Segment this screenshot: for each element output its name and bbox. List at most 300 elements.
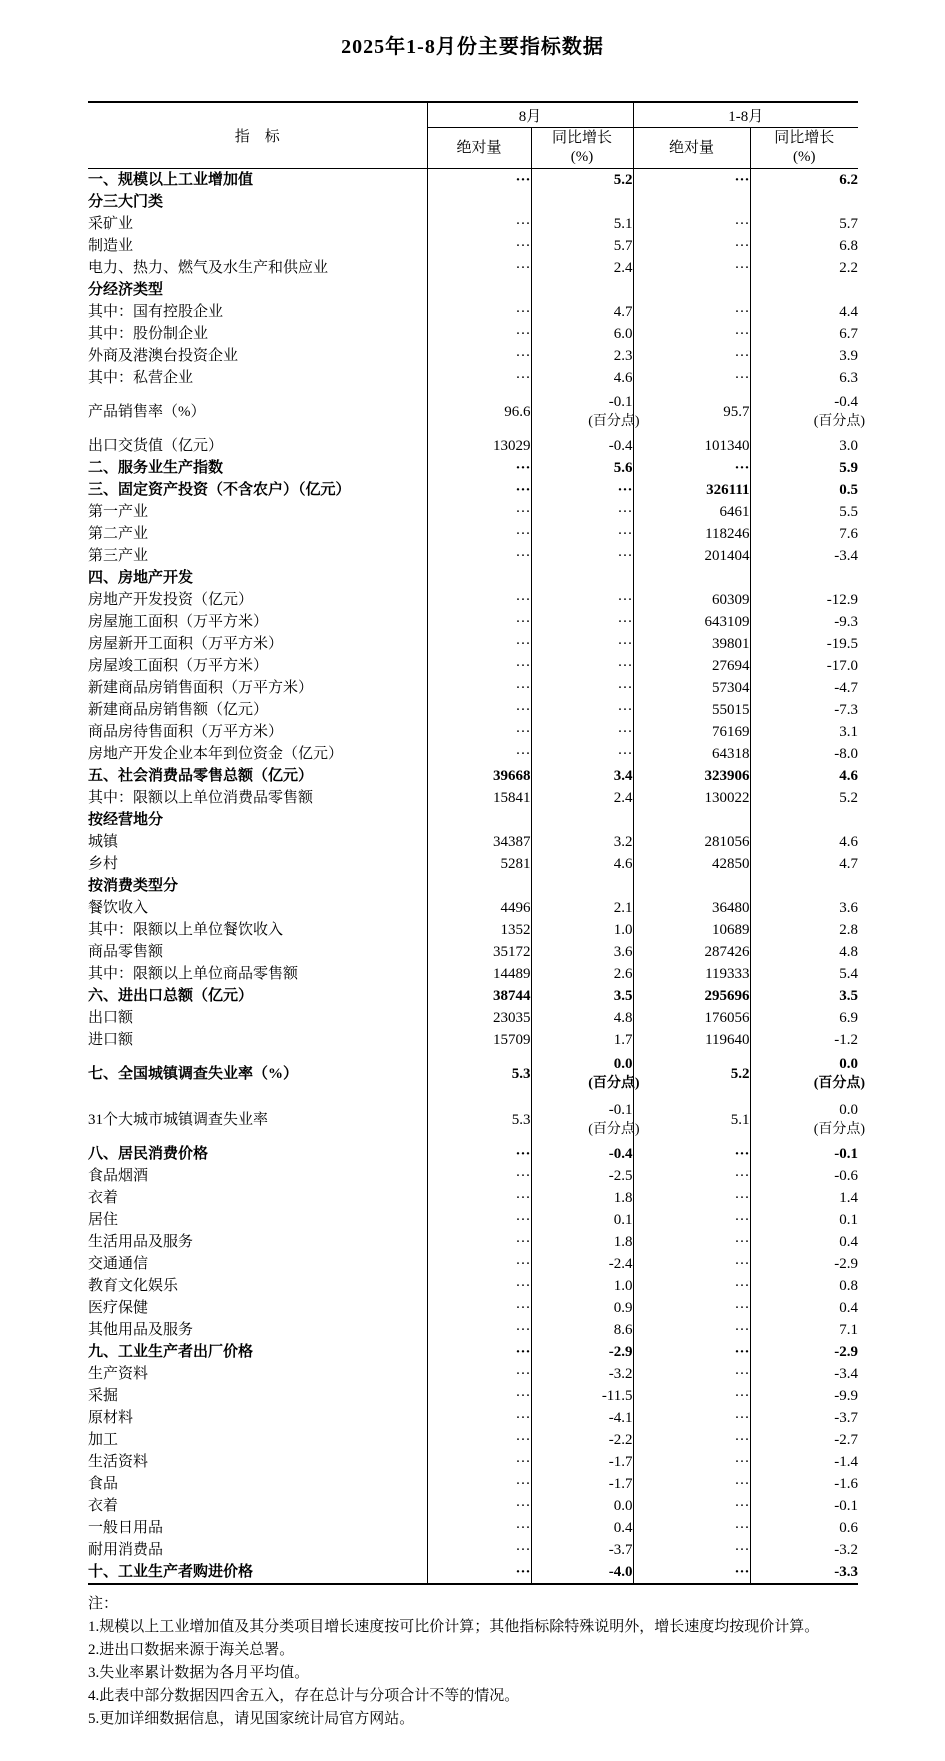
notes-section xyxy=(88,1593,908,1731)
table-row xyxy=(88,1539,858,1561)
col-header-indicator: 指 标 xyxy=(88,102,427,169)
value-cell: 5.2 xyxy=(633,1051,750,1097)
value-cell: ··· xyxy=(633,1495,750,1517)
value-cell: ··· xyxy=(633,1187,750,1209)
unit-note: (百分点) xyxy=(813,1076,866,1091)
value-cell: ··· xyxy=(427,545,531,567)
value-cell: 60309 xyxy=(633,589,750,611)
value-cell: 5.2 xyxy=(839,790,859,806)
notes-label: 注： xyxy=(88,1596,119,1612)
value-cell: ··· xyxy=(427,1363,531,1385)
indicator-label: 生活资料 xyxy=(88,1451,427,1473)
value-cell: -3.4 xyxy=(834,548,859,564)
value-cell: 5.3 xyxy=(427,1051,531,1097)
value-cell: -3.3 xyxy=(834,1564,859,1580)
indicator-label: 商品房待售面积（万平方米） xyxy=(88,721,427,743)
value-cell xyxy=(531,875,633,897)
value-cell: 176056 xyxy=(633,1007,750,1029)
table-row xyxy=(88,1143,858,1165)
value-cell: 6.9 xyxy=(839,1010,859,1026)
value-cell: 6.3 xyxy=(839,370,859,386)
value-cell: 0.4 xyxy=(839,1300,859,1316)
indicator-label: 二、服务业生产指数 xyxy=(88,457,427,479)
value-cell: 0.1 xyxy=(531,1209,633,1231)
table-row xyxy=(88,1051,858,1097)
value-cell: -9.9 xyxy=(834,1388,859,1404)
table-row xyxy=(88,633,858,655)
value-cell: ··· xyxy=(427,1165,531,1187)
indicator-label: 衣着 xyxy=(88,1187,427,1209)
value-cell: 4496 xyxy=(427,897,531,919)
value-cell: ··· xyxy=(427,1473,531,1495)
value-cell: 3.5 xyxy=(531,985,633,1007)
indicator-label: 七、全国城镇调查失业率（%） xyxy=(88,1051,427,1097)
value-cell: ··· xyxy=(633,1451,750,1473)
value-cell: 5.1 xyxy=(633,1097,750,1143)
indicator-label: 耐用消费品 xyxy=(88,1539,427,1561)
table-row xyxy=(88,985,858,1007)
value-cell: 7.6 xyxy=(839,526,859,542)
table-row xyxy=(88,1165,858,1187)
table-row xyxy=(88,1561,858,1584)
value-cell: 0.9 xyxy=(531,1297,633,1319)
value-cell: 6.7 xyxy=(839,326,859,342)
value-cell: ··· xyxy=(427,1495,531,1517)
value-cell: ··· xyxy=(427,1341,531,1363)
value-cell xyxy=(633,567,750,589)
value-cell: 0.1 xyxy=(839,1212,859,1228)
value-cell: ··· xyxy=(427,699,531,721)
value-text: -0.1 xyxy=(608,394,633,410)
value-cell: ··· xyxy=(427,213,531,235)
value-cell: 4.6 xyxy=(531,853,633,875)
value-cell: 5.7 xyxy=(839,216,859,232)
value-cell: 3.5 xyxy=(839,988,859,1004)
indicator-label: 新建商品房销售额（亿元） xyxy=(88,699,427,721)
table-row xyxy=(88,897,858,919)
value-cell: ··· xyxy=(531,523,633,545)
indicator-label: 分经济类型 xyxy=(88,279,427,301)
value-cell: -4.1 xyxy=(531,1407,633,1429)
value-cell: ··· xyxy=(427,743,531,765)
value-cell: 4.4 xyxy=(839,304,859,320)
table-row xyxy=(88,567,858,589)
indicator-label: 餐饮收入 xyxy=(88,897,427,919)
value-cell: ··· xyxy=(633,345,750,367)
indicator-label: 进口额 xyxy=(88,1029,427,1051)
value-cell: 1.4 xyxy=(839,1190,859,1206)
indicator-label: 其他用品及服务 xyxy=(88,1319,427,1341)
value-cell: 2.4 xyxy=(531,257,633,279)
value-cell: ··· xyxy=(633,1385,750,1407)
table-row xyxy=(88,941,858,963)
col-header-abs-jan-aug: 绝对量 xyxy=(633,128,750,169)
value-cell: -2.2 xyxy=(531,1429,633,1451)
indicator-label: 其中：限额以上单位餐饮收入 xyxy=(88,919,427,941)
value-cell xyxy=(427,875,531,897)
indicator-label: 外商及港澳台投资企业 xyxy=(88,345,427,367)
value-cell xyxy=(531,191,633,213)
value-cell: ··· xyxy=(427,1143,531,1165)
value-cell: ··· xyxy=(427,501,531,523)
value-cell: ··· xyxy=(531,611,633,633)
value-cell xyxy=(531,809,633,831)
indicator-label: 其中：国有控股企业 xyxy=(88,301,427,323)
value-cell: ··· xyxy=(633,1209,750,1231)
value-cell: 8.6 xyxy=(531,1319,633,1341)
value-cell: 23035 xyxy=(427,1007,531,1029)
value-cell: 13029 xyxy=(427,435,531,457)
indicator-label: 其中：私营企业 xyxy=(88,367,427,389)
value-cell: ··· xyxy=(633,323,750,345)
note-item: 3.失业率累计数据为各月平均值。 xyxy=(88,1665,310,1681)
indicator-label: 食品 xyxy=(88,1473,427,1495)
table-row xyxy=(88,721,858,743)
value-cell xyxy=(750,191,858,213)
indicator-label: 第三产业 xyxy=(88,545,427,567)
value-cell: ··· xyxy=(633,1319,750,1341)
value-cell: 15841 xyxy=(427,787,531,809)
value-cell: ··· xyxy=(633,1539,750,1561)
value-cell: ··· xyxy=(427,367,531,389)
value-cell: 4.7 xyxy=(531,301,633,323)
value-cell: ··· xyxy=(427,169,531,192)
value-cell: ··· xyxy=(531,545,633,567)
value-cell: 5.6 xyxy=(531,457,633,479)
table-row xyxy=(88,1007,858,1029)
value-cell xyxy=(531,389,640,435)
value-cell: 2.3 xyxy=(531,345,633,367)
yoy-header-line1: 同比增长 xyxy=(774,130,835,146)
table-row xyxy=(88,1097,858,1143)
value-cell: -8.0 xyxy=(834,746,859,762)
value-cell: -1.6 xyxy=(834,1476,859,1492)
indicator-label: 出口额 xyxy=(88,1007,427,1029)
value-cell xyxy=(750,567,858,589)
indicator-label: 教育文化娱乐 xyxy=(88,1275,427,1297)
value-cell xyxy=(633,279,750,301)
value-cell: 1352 xyxy=(427,919,531,941)
value-cell: ··· xyxy=(427,1297,531,1319)
value-cell: -12.9 xyxy=(826,592,859,608)
value-cell: 5.2 xyxy=(531,169,633,192)
value-cell: 42850 xyxy=(633,853,750,875)
value-cell: ··· xyxy=(427,1231,531,1253)
value-text: 0.0 xyxy=(839,1056,859,1072)
value-cell: 1.7 xyxy=(531,1029,633,1051)
value-cell: 201404 xyxy=(633,545,750,567)
value-cell: ··· xyxy=(427,1451,531,1473)
value-cell: -1.2 xyxy=(834,1032,859,1048)
value-cell: 295696 xyxy=(633,985,750,1007)
value-cell: 4.8 xyxy=(839,944,859,960)
table-row xyxy=(88,523,858,545)
value-cell: 34387 xyxy=(427,831,531,853)
note-item: 5.更加详细数据信息，请见国家统计局官方网站。 xyxy=(88,1711,415,1727)
value-cell: -3.7 xyxy=(531,1539,633,1561)
value-cell: 287426 xyxy=(633,941,750,963)
indicator-label: 第一产业 xyxy=(88,501,427,523)
table-row xyxy=(88,1209,858,1231)
indicator-label: 原材料 xyxy=(88,1407,427,1429)
value-cell: 39801 xyxy=(633,633,750,655)
value-cell: 15709 xyxy=(427,1029,531,1051)
value-cell xyxy=(750,279,858,301)
indicator-label: 房屋竣工面积（万平方米） xyxy=(88,655,427,677)
value-cell: ··· xyxy=(427,611,531,633)
table-row xyxy=(88,1319,858,1341)
value-cell: 4.7 xyxy=(839,856,859,872)
indicator-label: 房地产开发企业本年到位资金（亿元） xyxy=(88,743,427,765)
value-cell xyxy=(750,389,866,435)
value-cell: 2.1 xyxy=(531,897,633,919)
value-cell: ··· xyxy=(633,1473,750,1495)
table-row xyxy=(88,1253,858,1275)
value-cell: ··· xyxy=(427,1253,531,1275)
table-row xyxy=(88,1029,858,1051)
table-row xyxy=(88,1429,858,1451)
value-cell: 2.2 xyxy=(839,260,859,276)
value-cell: -3.2 xyxy=(531,1363,633,1385)
note-item: 2.进出口数据来源于海关总署。 xyxy=(88,1642,295,1658)
indicator-label: 城镇 xyxy=(88,831,427,853)
value-cell: 0.5 xyxy=(839,482,859,498)
value-cell: ··· xyxy=(531,501,633,523)
value-cell: ··· xyxy=(633,1275,750,1297)
value-cell: 2.8 xyxy=(839,922,859,938)
value-cell: 3.1 xyxy=(839,724,859,740)
value-cell: ··· xyxy=(633,1165,750,1187)
table-row xyxy=(88,1517,858,1539)
value-cell: ··· xyxy=(531,721,633,743)
indicator-label: 第二产业 xyxy=(88,523,427,545)
col-header-abs-august: 绝对量 xyxy=(427,128,531,169)
table-row xyxy=(88,457,858,479)
unit-note: (百分点) xyxy=(813,414,866,429)
value-cell: -2.5 xyxy=(531,1165,633,1187)
value-cell: ··· xyxy=(531,633,633,655)
value-cell: 119333 xyxy=(633,963,750,985)
value-cell: 38744 xyxy=(427,985,531,1007)
value-cell: ··· xyxy=(633,1297,750,1319)
value-text: 0.0 xyxy=(839,1102,859,1118)
value-cell: 64318 xyxy=(633,743,750,765)
indicator-label: 房屋施工面积（万平方米） xyxy=(88,611,427,633)
indicator-label: 采掘 xyxy=(88,1385,427,1407)
indicator-label: 制造业 xyxy=(88,235,427,257)
value-cell xyxy=(427,567,531,589)
table-row xyxy=(88,1407,858,1429)
value-cell: ··· xyxy=(427,235,531,257)
value-cell: -2.9 xyxy=(834,1344,859,1360)
table-row xyxy=(88,501,858,523)
value-cell xyxy=(427,809,531,831)
value-cell: 95.7 xyxy=(633,389,750,435)
value-cell: 3.0 xyxy=(839,438,859,454)
indicator-label: 分三大门类 xyxy=(88,191,427,213)
col-header-yoy-august xyxy=(531,128,633,169)
value-cell: ··· xyxy=(633,1429,750,1451)
value-cell xyxy=(633,809,750,831)
value-cell: -1.4 xyxy=(834,1454,859,1470)
indicator-label: 居住 xyxy=(88,1209,427,1231)
table-row xyxy=(88,1495,858,1517)
table-row xyxy=(88,589,858,611)
value-cell: ··· xyxy=(633,257,750,279)
col-header-august: 8月 xyxy=(427,102,633,128)
value-cell: ··· xyxy=(427,1319,531,1341)
value-cell: -4.0 xyxy=(531,1561,633,1584)
value-cell: 326111 xyxy=(633,479,750,501)
value-cell: ··· xyxy=(427,345,531,367)
value-cell: 5.5 xyxy=(839,504,859,520)
table-row xyxy=(88,963,858,985)
value-cell: ··· xyxy=(427,1407,531,1429)
value-cell: 1.0 xyxy=(531,919,633,941)
value-cell: -4.7 xyxy=(834,680,859,696)
value-cell: 6461 xyxy=(633,501,750,523)
value-cell: 4.6 xyxy=(531,367,633,389)
indicator-label: 其中：股份制企业 xyxy=(88,323,427,345)
value-cell: -2.9 xyxy=(531,1341,633,1363)
indicator-label: 三、固定资产投资（不含农户）（亿元） xyxy=(88,479,427,501)
value-cell: 76169 xyxy=(633,721,750,743)
value-cell: 2.4 xyxy=(531,787,633,809)
value-cell: -0.6 xyxy=(834,1168,859,1184)
value-cell: ··· xyxy=(633,235,750,257)
value-cell: 130022 xyxy=(633,787,750,809)
unit-note: (百分点) xyxy=(588,414,640,429)
table-row xyxy=(88,279,858,301)
value-cell: ··· xyxy=(427,655,531,677)
indicator-label: 衣着 xyxy=(88,1495,427,1517)
value-cell: 1.0 xyxy=(531,1275,633,1297)
indicator-label: 生活用品及服务 xyxy=(88,1231,427,1253)
table-row xyxy=(88,1473,858,1495)
value-cell: ··· xyxy=(427,523,531,545)
table-body xyxy=(88,169,866,1585)
value-cell xyxy=(427,191,531,213)
value-cell: -2.4 xyxy=(531,1253,633,1275)
value-cell: ··· xyxy=(427,1209,531,1231)
value-cell: 323906 xyxy=(633,765,750,787)
value-cell: 6.8 xyxy=(839,238,859,254)
page-title: 2025年1-8月份主要指标数据 xyxy=(341,36,604,58)
table-row xyxy=(88,435,858,457)
value-cell: 119640 xyxy=(633,1029,750,1051)
table-row xyxy=(88,389,858,435)
indicator-label: 房地产开发投资（亿元） xyxy=(88,589,427,611)
value-cell: -0.4 xyxy=(531,1143,633,1165)
value-cell: -3.4 xyxy=(834,1366,859,1382)
col-header-jan-aug: 1-8月 xyxy=(633,102,858,128)
table-row xyxy=(88,699,858,721)
value-cell: ··· xyxy=(633,1143,750,1165)
value-cell: 36480 xyxy=(633,897,750,919)
table-row xyxy=(88,655,858,677)
indicator-label: 一、规模以上工业增加值 xyxy=(88,169,427,192)
value-cell: ··· xyxy=(633,367,750,389)
value-cell: -17.0 xyxy=(826,658,859,674)
value-cell: 39668 xyxy=(427,765,531,787)
indicator-label: 生产资料 xyxy=(88,1363,427,1385)
value-cell xyxy=(633,875,750,897)
value-cell: -2.9 xyxy=(834,1256,859,1272)
value-cell: ··· xyxy=(427,301,531,323)
unit-note: (百分点) xyxy=(588,1122,640,1137)
value-cell: 5281 xyxy=(427,853,531,875)
indicator-label: 九、工业生产者出厂价格 xyxy=(88,1341,427,1363)
value-cell: ··· xyxy=(427,457,531,479)
value-cell: ··· xyxy=(427,1561,531,1584)
indicator-label: 乡村 xyxy=(88,853,427,875)
indicator-label: 八、居民消费价格 xyxy=(88,1143,427,1165)
indicator-label: 31个大城市城镇调查失业率 xyxy=(88,1097,427,1143)
table-row xyxy=(88,191,858,213)
value-cell xyxy=(750,875,858,897)
value-text: -0.1 xyxy=(608,1102,633,1118)
value-cell: 0.6 xyxy=(839,1520,859,1536)
value-cell xyxy=(750,1097,866,1143)
value-cell: 6.0 xyxy=(531,323,633,345)
value-cell: -0.4 xyxy=(531,435,633,457)
value-cell: ··· xyxy=(633,457,750,479)
table-row xyxy=(88,1297,858,1319)
table-row xyxy=(88,169,858,192)
value-cell: 57304 xyxy=(633,677,750,699)
indicator-label: 采矿业 xyxy=(88,213,427,235)
value-cell xyxy=(633,191,750,213)
value-cell: 0.4 xyxy=(839,1234,859,1250)
value-cell: 5.1 xyxy=(531,213,633,235)
value-cell: 96.6 xyxy=(427,389,531,435)
table-row xyxy=(88,1451,858,1473)
value-cell: ··· xyxy=(633,213,750,235)
value-cell: 5.9 xyxy=(839,460,859,476)
value-cell xyxy=(750,1051,866,1097)
value-cell: 5.3 xyxy=(427,1097,531,1143)
value-cell: ··· xyxy=(633,1231,750,1253)
value-cell: ··· xyxy=(427,677,531,699)
table-row xyxy=(88,919,858,941)
table-row xyxy=(88,1341,858,1363)
value-cell: 55015 xyxy=(633,699,750,721)
value-cell: -1.7 xyxy=(531,1473,633,1495)
value-cell xyxy=(531,1051,640,1097)
value-cell: ··· xyxy=(427,1429,531,1451)
indicator-label: 交通通信 xyxy=(88,1253,427,1275)
yoy-header-line2: (%) xyxy=(570,149,594,165)
unit-note: (百分点) xyxy=(588,1076,640,1091)
value-text: -0.4 xyxy=(834,394,859,410)
table-row xyxy=(88,545,858,567)
value-cell: ··· xyxy=(633,1517,750,1539)
value-cell: ··· xyxy=(633,1561,750,1584)
table-row xyxy=(88,1385,858,1407)
table-row xyxy=(88,611,858,633)
value-cell xyxy=(750,809,858,831)
value-cell xyxy=(531,1097,640,1143)
value-cell: -1.7 xyxy=(531,1451,633,1473)
table-row xyxy=(88,257,858,279)
indicator-label: 按经营地分 xyxy=(88,809,427,831)
table-row xyxy=(88,787,858,809)
table-header xyxy=(88,102,858,169)
value-cell: 7.1 xyxy=(839,1322,859,1338)
value-cell: 3.9 xyxy=(839,348,859,364)
table-row xyxy=(88,1363,858,1385)
table-row xyxy=(88,479,858,501)
